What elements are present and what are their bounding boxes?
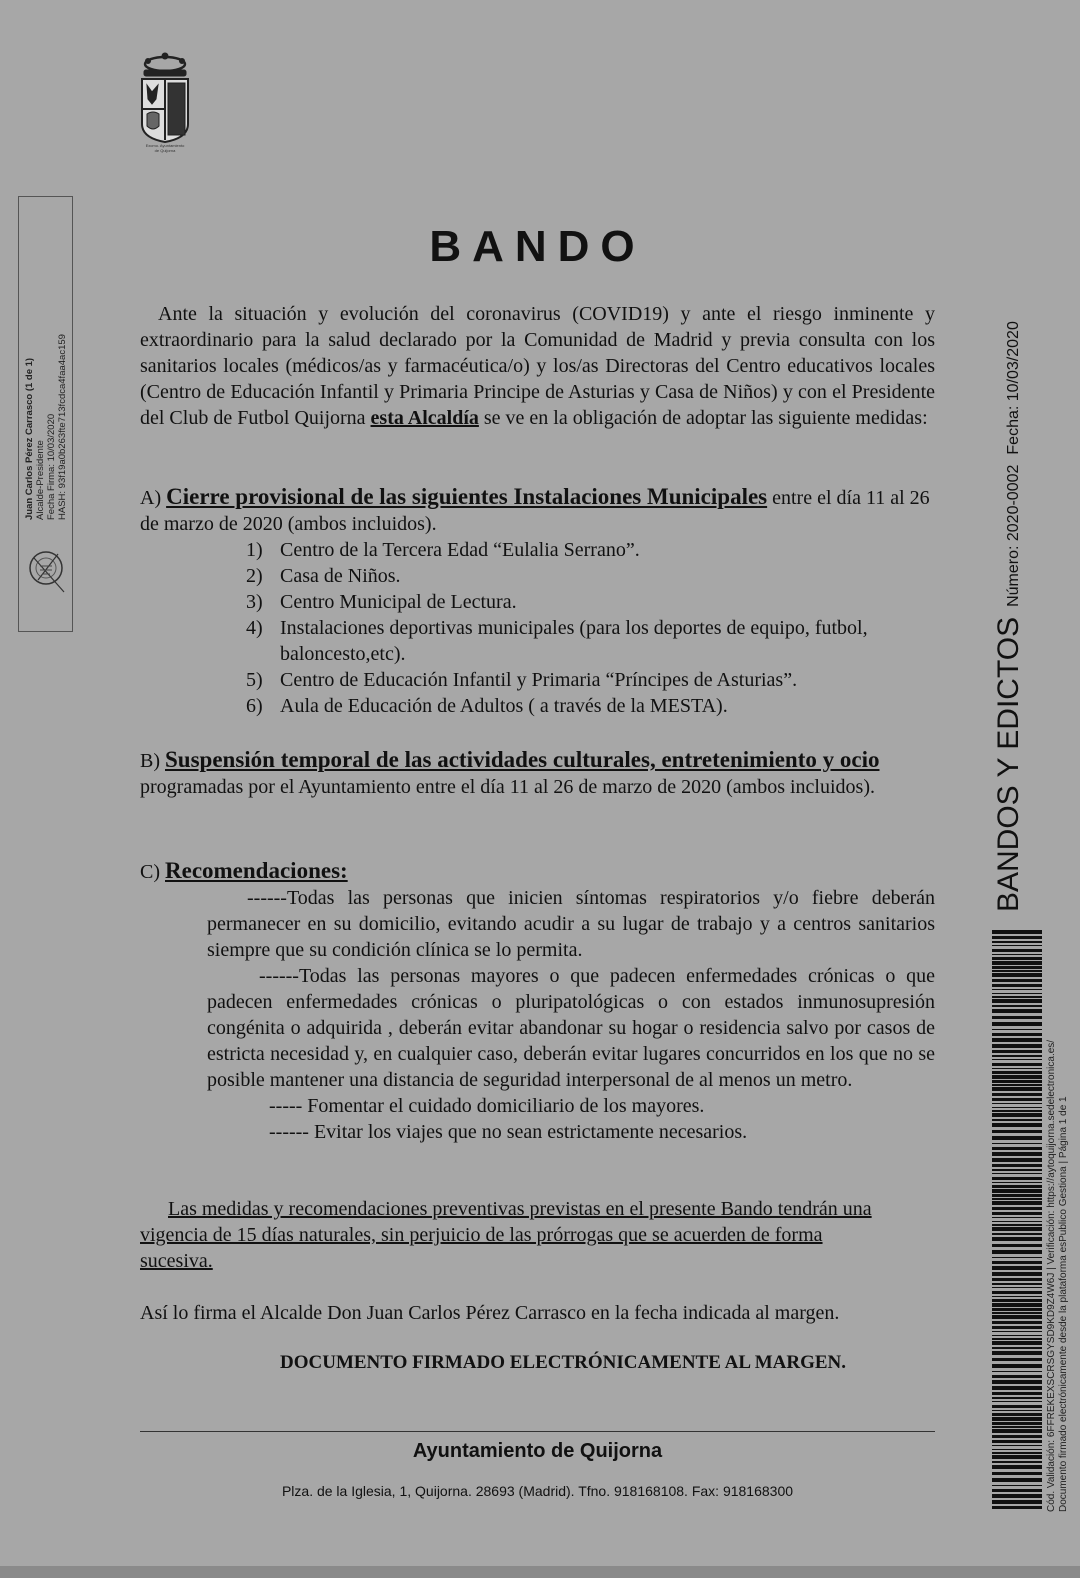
barcode-bar <box>992 1130 1042 1133</box>
barcode-bar <box>992 1136 1042 1140</box>
footer-organization: Ayuntamiento de Quijorna <box>412 1440 663 1462</box>
barcode-bar <box>992 1185 1042 1188</box>
recommendation-item: ------Todas las personas que inicien síntomas respiratorios y/o fiebre deberán permanecer en su domicilio, evitando acudir a su lugar de trabajo y a centros sanitarios siempre que su condición clínica se lo permita. <box>207 887 935 961</box>
barcode-bar <box>992 1364 1042 1368</box>
barcode-bar <box>992 1068 1042 1069</box>
barcode-bar <box>992 966 1042 969</box>
barcode-bar <box>992 1029 1042 1030</box>
barcode-bar <box>992 1224 1042 1226</box>
closure-list-item <box>140 693 935 719</box>
barcode-bar <box>992 1278 1042 1281</box>
list-number: 6) <box>246 695 263 717</box>
barcode-bar <box>992 1107 1042 1108</box>
closure-list-item <box>140 615 935 667</box>
barcode-bar <box>992 1169 1042 1171</box>
closure-list-item <box>140 667 935 693</box>
barcode-bar <box>992 993 1042 994</box>
vigencia-paragraph: Las medidas y recomendaciones preventivas previstas en el presente Bando tendrán una vigencia de 15 días naturales, sin perjuicio de las prórrogas que se acuerden de forma sucesiva. <box>140 1198 872 1272</box>
barcode-bar <box>992 1093 1042 1096</box>
barcode-bar <box>992 973 1042 977</box>
barcode-bar <box>992 1257 1042 1258</box>
barcode-bar <box>992 989 1042 990</box>
barcode-bar <box>992 1429 1042 1433</box>
list-number: 4) <box>246 617 263 639</box>
list-text: Aula de Educación de Adultos ( a través de la MESTA). <box>280 695 728 717</box>
list-number: 2) <box>246 565 263 587</box>
barcode-bar <box>992 1005 1042 1007</box>
barcode-bar <box>992 1147 1042 1150</box>
recommendations <box>140 885 935 1145</box>
barcode-bar <box>992 1371 1042 1372</box>
barcode-bar <box>992 1308 1042 1311</box>
barcode-bar <box>992 1375 1042 1378</box>
barcode-bar <box>992 1113 1042 1117</box>
barcode-bar <box>992 1261 1042 1264</box>
barcode-bar <box>992 941 1042 943</box>
barcode-bar <box>992 1472 1042 1475</box>
bandos-edictos-strip <box>992 321 1026 912</box>
barcode-bar <box>992 1123 1042 1127</box>
barcode-bar <box>992 1401 1042 1402</box>
barcode-bar <box>992 1182 1042 1183</box>
barcode-bar <box>992 1351 1042 1355</box>
barcode-bar <box>992 1358 1042 1361</box>
footer-address: Plza. de la Iglesia, 1, Quijorna. 28693 (Madrid). Tfno. 918168108. Fax: 918168300 <box>281 1483 794 1499</box>
barcode-bar <box>992 1237 1042 1241</box>
recommendation-item: ------Todas las personas mayores o que padecen enfermedades crónicas o que padecen enfermedades crónicas o pluripatológicas o con estados inmunosupresión congénita o adquirida , deberán evitar abandonar su hogar o residencia salvo por casos de estricta necesidad y, en cualquier caso, deberán evitar lugares concurridos en los que no se posible mantener una distancia de seguridad interpersonal de al menos un metro. <box>207 965 935 1091</box>
signature-seal-icon <box>24 540 72 600</box>
barcode-bar <box>992 1417 1042 1421</box>
recommendation-item: ------ Evitar los viajes que no sean estrictamente necesarios. <box>269 1121 748 1143</box>
signature-stamp-text: Juan Carlos Pérez Carrasco (1 de 1) Alcalde-Presidente Fecha Firma: 10/03/2020 HASH: 93f19a0b263fte713fcdca4faa4ac159 <box>24 334 68 520</box>
barcode-bar <box>992 1084 1042 1086</box>
barcode-bar <box>992 1449 1042 1450</box>
barcode-bar <box>992 970 1042 972</box>
barcode-bar <box>992 1075 1042 1079</box>
list-text: Centro de la Tercera Edad “Eulalia Serrano”. <box>280 539 640 561</box>
section-b: B) Suspensión temporal de las actividades culturales, entretenimiento y ocio programadas por el Ayuntamiento entre el día 11 al 26 de marzo de 2020 (ambos incluidos). <box>140 747 880 798</box>
barcode-bar <box>992 1435 1042 1438</box>
barcode-bar <box>992 1016 1042 1019</box>
signature-statement: Así lo firma el Alcalde Don Juan Carlos Pérez Carrasco en la fecha indicada al margen. <box>140 1302 840 1324</box>
barcode-bar <box>992 979 1042 982</box>
barcode-bar <box>992 1335 1042 1336</box>
barcode-bar <box>992 1380 1042 1384</box>
recommendation-item: ----- Fomentar el cuidado domiciliario de los mayores. <box>269 1095 705 1117</box>
logo-caption: Excmo. Ayuntamiento de Quijorna <box>145 143 185 153</box>
list-number: 3) <box>246 591 263 613</box>
closure-list-item <box>140 589 935 615</box>
barcode-bar <box>992 1397 1042 1399</box>
section-a: A) Cierre provisional de las siguientes Instalaciones Municipales entre el día 11 al 26 de marzo de 2020 (ambos incluidos). 1) Centro de la Tercera Edad “Eulalia Serrano”. 2) Casa de Niños. 3) Centro Municipal de Lectura. 4) Instalaciones deportivas municipales (para los deportes de equipo, futbol, baloncesto,etc). 5) Centro de Educación Infantil y Primaria “Príncipes de Asturias”. 6) Aula de Educación de Adultos ( a través de la MESTA). <box>140 484 935 719</box>
section-c: C) Recomendaciones: ------Todas las personas que inicien síntomas respiratorios y/o fiebre deberán permanecer en su domicilio, evitando acudir a su lugar de trabajo y a centros sanitarios siempre que su condición clínica se lo permita. ------Todas las personas mayores o que padecen enfermedades crónicas o que padecen enfermedades crónicas o pluripatológicas o con estados inmunosupresión congénita o adquirida , deberán evitar abandonar su hogar o residencia salvo por casos de estricta necesidad y, en cualquier caso, deberán evitar lugares concurridos en los que no se posible mantener una distancia de seguridad interpersonal de al menos un metro. ----- Fomentar el cuidado domiciliario de los mayores. ------ Evitar los viajes que no sean estrictamente necesarios. <box>140 858 935 1143</box>
barcode-bar <box>992 1194 1042 1197</box>
list-text: Casa de Niños. <box>280 565 401 587</box>
barcode-bar <box>992 1426 1042 1428</box>
barcode-bar <box>992 1341 1042 1345</box>
barcode-bar <box>992 1173 1042 1174</box>
barcode-bar <box>992 1461 1042 1463</box>
list-text: Instalaciones deportivas municipales (para los deportes de equipo, futbol, baloncesto,etc). <box>280 617 868 665</box>
barcode-bar <box>992 1212 1042 1215</box>
barcode-bar <box>992 1303 1042 1307</box>
barcode-bar <box>992 1347 1042 1349</box>
barcode-bar <box>992 1299 1042 1302</box>
barcode-bar <box>992 1494 1042 1498</box>
list-text: Centro de Educación Infantil y Primaria “Príncipes de Asturias”. <box>280 669 798 691</box>
barcode-bar <box>992 1392 1042 1395</box>
barcode-bar <box>992 1050 1042 1053</box>
barcode-bar <box>992 1296 1042 1297</box>
barcode-bar <box>992 1033 1042 1036</box>
barcode-bar <box>992 1465 1042 1469</box>
barcode-bar <box>992 1321 1042 1324</box>
closure-list-item <box>140 563 935 589</box>
barcode-bar <box>992 1217 1042 1218</box>
document-title: BANDO <box>429 222 646 271</box>
barcode-bar <box>992 1506 1042 1509</box>
barcode-bar <box>992 1283 1042 1285</box>
barcode-bar <box>992 1119 1042 1121</box>
barcode-bar <box>992 957 1042 960</box>
barcode-bar <box>992 1022 1042 1026</box>
barcode-bar <box>992 1063 1042 1066</box>
footer-divider <box>140 1431 935 1432</box>
barcode-bar <box>992 1189 1042 1193</box>
list-text: Centro Municipal de Lectura. <box>280 591 517 613</box>
intro-paragraph: Ante la situación y evolución del coronavirus (COVID19) y ante el riesgo inminente y extraordinario para la salud declarado por la Comunidad de Madrid y previa consulta con los sanitarios locales (médicos/as y farmacéutica/o) y los/as Directoras del Centro educativos locales (Centro de Educación Infantil y Primaria Principe de Asturias y Casa de Niños) y con el Presidente del Club de Futbol Quijorna esta Alcaldía se ve en la obligación de adoptar las siguiente medidas: <box>140 303 935 429</box>
barcode-bar <box>992 1009 1042 1013</box>
barcode-bar <box>992 1452 1042 1454</box>
barcode-bar <box>992 1326 1042 1329</box>
barcode-bar <box>992 1227 1042 1231</box>
barcode-bar <box>992 1110 1042 1112</box>
barcode-bar <box>992 1440 1042 1443</box>
barcode-bar <box>992 1478 1042 1482</box>
barcode-bar <box>992 1103 1042 1104</box>
section-b-heading: Suspensión temporal de las actividades culturales, entretenimiento y ocio <box>165 747 880 772</box>
barcode-bar <box>992 1098 1042 1101</box>
barcode-bar <box>992 1485 1042 1486</box>
barcode-bar <box>992 1044 1042 1048</box>
bandos-fecha: Fecha: 10/03/2020 <box>1005 321 1022 455</box>
barcode-bar <box>992 1312 1042 1314</box>
barcode-bar <box>992 1087 1042 1091</box>
barcode-bar <box>992 996 1042 998</box>
barcode-bar <box>992 1152 1042 1156</box>
barcode-bar <box>992 954 1042 955</box>
barcode-bar <box>992 1250 1042 1254</box>
barcode-bar <box>992 930 1042 934</box>
barcode-bar <box>992 1207 1042 1210</box>
barcode-bar <box>992 1038 1042 1042</box>
section-a-heading: Cierre provisional de las siguientes Instalaciones Municipales <box>166 484 768 509</box>
barcode-bar <box>992 984 1042 987</box>
barcode-bar <box>992 945 1042 946</box>
barcode-bar <box>992 999 1042 1003</box>
validation-text: Cód. Validación: 6FFREKEXSCRSGYSD9KD9Z4W6J | Verificación: https://aytoquijorna.sedelectronica.es/ Documento firmado electrónicamente desde la plataforma esPublico Gestiona | Página 1 de 1 <box>1046 1039 1069 1512</box>
barcode-bar <box>992 1287 1042 1288</box>
barcode-bar <box>992 1422 1042 1425</box>
barcode-bar <box>992 1489 1042 1492</box>
bandos-title: BANDOS Y EDICTOS <box>992 616 1025 912</box>
barcode-bar <box>992 949 1042 952</box>
alcaldia-emphasis: esta Alcaldía <box>370 407 479 429</box>
barcode-bar <box>992 1291 1042 1294</box>
barcode-bar <box>992 1272 1042 1276</box>
barcode-bar <box>992 1405 1042 1408</box>
barcode-bar <box>992 936 1042 939</box>
closure-list-item <box>140 537 935 563</box>
barcode-bar <box>992 1338 1042 1340</box>
barcode-bar <box>992 1055 1042 1057</box>
barcode-bar <box>992 1266 1042 1270</box>
barcode-bar <box>992 1059 1042 1060</box>
barcode-bar <box>992 1244 1042 1247</box>
barcode-bar <box>992 961 1042 965</box>
barcode-bar <box>992 1080 1042 1083</box>
barcode-bar <box>992 1164 1042 1167</box>
barcode-bar <box>992 1143 1042 1144</box>
barcode-bar <box>992 1071 1042 1074</box>
validation-barcode <box>992 930 1042 1512</box>
barcode-bar <box>992 1198 1042 1200</box>
bandos-numero: Número: 2020-0002 <box>1005 464 1022 607</box>
barcode-bar <box>992 1413 1042 1416</box>
barcode-bar <box>992 1221 1042 1222</box>
barcode-bar <box>992 1158 1042 1162</box>
barcode-bar <box>992 1445 1042 1446</box>
barcode-bar <box>992 1455 1042 1459</box>
barcode-bar <box>992 1201 1042 1205</box>
section-c-heading: Recomendaciones: <box>165 858 348 883</box>
list-number: 1) <box>246 539 263 561</box>
barcode-bar <box>992 1331 1042 1332</box>
barcode-bar <box>992 1386 1042 1390</box>
barcode-bar <box>992 1177 1042 1180</box>
list-number: 5) <box>246 669 263 691</box>
barcode-bar <box>992 1410 1042 1411</box>
barcode-bar <box>992 1233 1042 1235</box>
barcode-bar <box>992 1315 1042 1319</box>
closure-list <box>140 537 935 719</box>
page-bottom-edge <box>0 1566 1080 1578</box>
barcode-bar <box>992 1500 1042 1504</box>
signed-electronically-note: DOCUMENTO FIRMADO ELECTRÓNICAMENTE AL MARGEN. <box>280 1352 846 1373</box>
